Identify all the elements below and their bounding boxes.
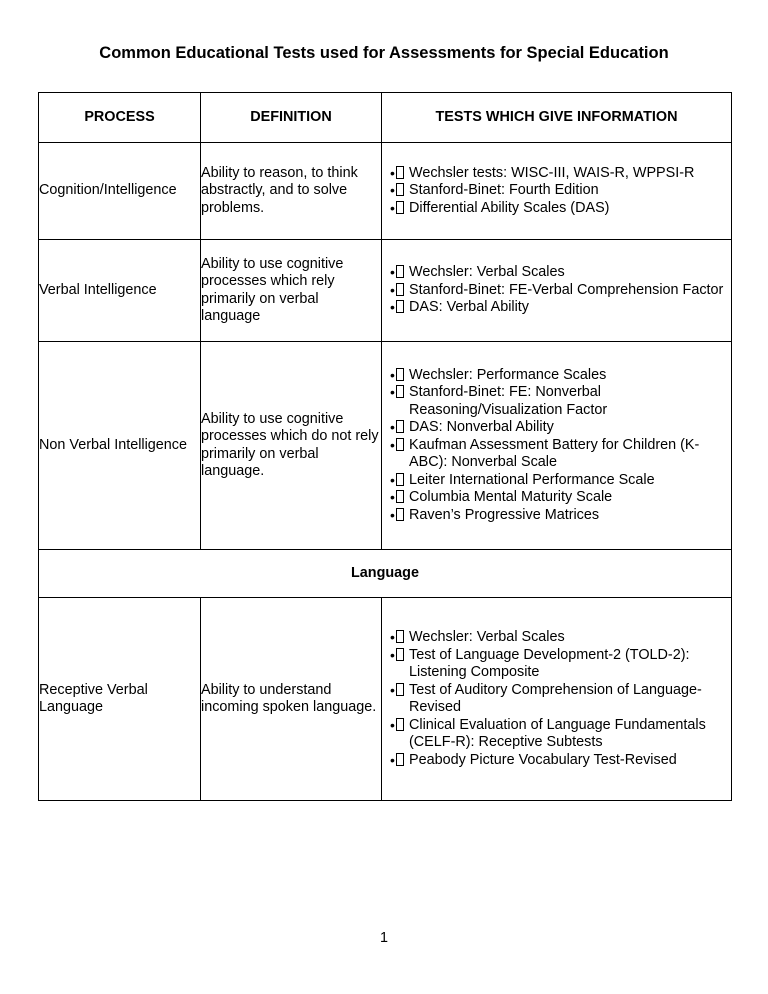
bullet-icon: •: [390, 282, 410, 301]
list-item: • Kaufman Assessment Battery for Children (K-ABC): Nonverbal Scale: [390, 436, 700, 471]
table-row: [39, 598, 732, 801]
tests-cell: [382, 143, 732, 240]
table-row: [39, 342, 732, 550]
tests-cell: [382, 598, 732, 801]
table-row: [39, 143, 732, 240]
definition-cell: Ability to use cognitive processes which rely primarily on verbal language: [201, 240, 382, 342]
assessment-tests-table: [38, 92, 732, 801]
bullet-icon: •: [390, 299, 410, 318]
bullet-icon: •: [390, 507, 410, 526]
header-tests: TESTS WHICH GIVE INFORMATION: [382, 93, 732, 143]
list-item: • Leiter International Performance Scale: [382, 472, 731, 490]
process-cell: Non Verbal Intelligence: [39, 342, 201, 550]
bullet-icon: •: [390, 367, 410, 386]
page-number: 1: [379, 930, 388, 946]
list-item: • Wechsler: Verbal Scales: [382, 264, 731, 282]
table-row: [39, 240, 732, 342]
list-item: • Wechsler: Performance Scales: [382, 367, 731, 385]
definition-cell: Ability to understand incoming spoken language.: [201, 598, 382, 801]
list-item: • DAS: Nonverbal Ability: [382, 419, 731, 437]
process-cell: Cognition/Intelligence: [39, 143, 201, 240]
list-item: • Wechsler tests: WISC-III, WAIS-R, WPPSI-R: [382, 165, 731, 183]
list-item: • Wechsler: Verbal Scales: [382, 629, 731, 647]
bullet-icon: •: [390, 437, 410, 456]
list-item: • Raven’s Progressive Matrices: [382, 507, 731, 525]
bullet-icon: •: [390, 752, 410, 771]
page-title: Common Educational Tests used for Assessments for Special Education: [99, 44, 669, 62]
list-item: • Clinical Evaluation of Language Fundamentals (CELF-R): Receptive Subtests: [390, 716, 706, 750]
tests-cell: [382, 240, 732, 342]
list-item: • Peabody Picture Vocabulary Test-Revised: [382, 752, 731, 770]
list-item: • Columbia Mental Maturity Scale: [382, 489, 731, 507]
list-item: • Differential Ability Scales (DAS): [382, 200, 731, 218]
tests-cell: [382, 342, 732, 550]
bullet-icon: •: [390, 629, 410, 648]
bullet-icon: •: [390, 264, 410, 283]
bullet-icon: •: [390, 384, 410, 403]
bullet-icon: •: [390, 489, 410, 508]
table-header-row: [39, 93, 732, 143]
list-item: • DAS: Verbal Ability: [382, 299, 731, 317]
header-definition: DEFINITION: [201, 93, 382, 143]
process-cell: Verbal Intelligence: [39, 240, 201, 342]
header-process: PROCESS: [39, 93, 201, 143]
bullet-icon: •: [390, 165, 410, 184]
bullet-icon: •: [390, 647, 410, 666]
bullet-icon: •: [390, 472, 410, 491]
definition-cell: Ability to reason, to think abstractly, and to solve problems.: [201, 143, 382, 240]
list-item: • Test of Language Development-2 (TOLD-2): Listening Composite: [390, 646, 690, 680]
definition-cell: Ability to use cognitive processes which do not rely primarily on verbal language.: [201, 342, 382, 550]
list-item: • Stanford-Binet: FE: Nonverbal Reasoning/Visualization Factor: [390, 384, 608, 418]
bullet-icon: •: [390, 200, 410, 219]
bullet-icon: •: [390, 682, 410, 701]
bullet-icon: •: [390, 717, 410, 736]
bullet-icon: •: [390, 419, 410, 438]
process-cell: Receptive Verbal Language: [39, 598, 201, 801]
list-item: • Stanford-Binet: FE-Verbal Comprehension Factor: [382, 282, 731, 300]
section-row: [39, 550, 732, 598]
list-item: • Test of Auditory Comprehension of Language-Revised: [390, 681, 702, 715]
section-heading-language: Language: [39, 550, 732, 598]
list-item: • Stanford-Binet: Fourth Edition: [382, 182, 731, 200]
bullet-icon: •: [390, 182, 410, 201]
